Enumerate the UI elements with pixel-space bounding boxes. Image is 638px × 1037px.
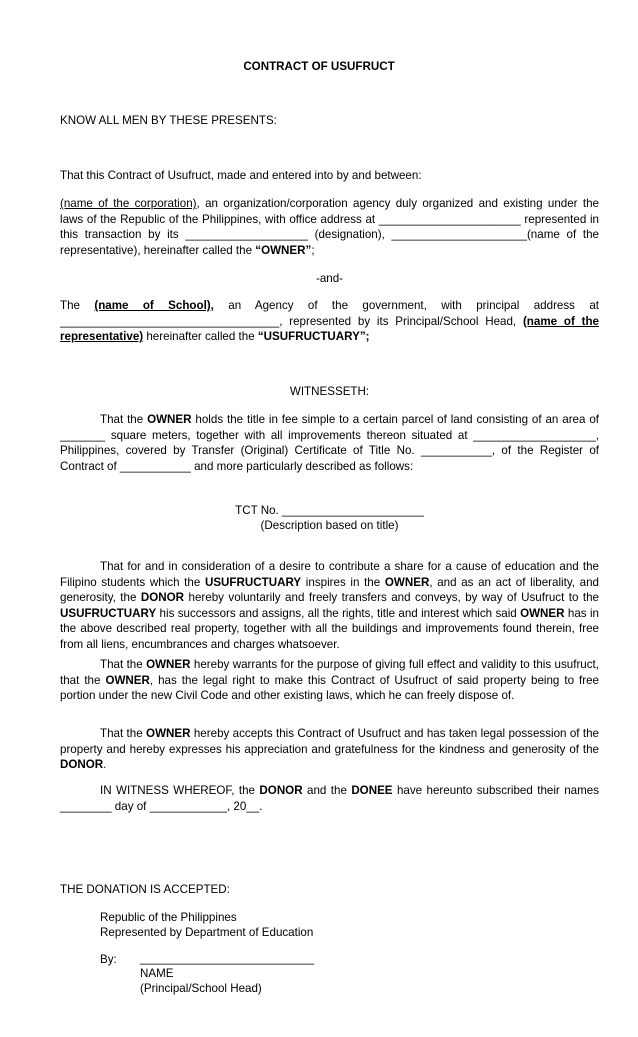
signature-line: ___________________________ [140, 952, 315, 965]
and-separator: -and- [315, 272, 344, 285]
para5-text3: have hereunto subscribed their names ________ day of ____________, 20__. [60, 784, 599, 813]
para3-owner: OWNER [146, 658, 191, 671]
usufructuary-pre: The [60, 299, 95, 312]
para2-text5: his successors and assigns, all the rights, title and interest which said [156, 606, 521, 620]
para4-text3: . [103, 758, 107, 772]
usufructuary-party-text2: hereinafter called the [143, 330, 258, 344]
usufructuary-party-text: an Agency of the government, with principal address at __________________________________, represented by its Principal/School Head, [60, 299, 600, 328]
para4-donor: DONOR [60, 758, 104, 772]
para2-text2: inspires in the [301, 575, 385, 589]
para2-donor: DONOR [140, 591, 185, 605]
para3-owner2: OWNER [105, 673, 150, 687]
para5-donor: DONOR [259, 784, 303, 797]
para4-text2: hereby accepts this Contract of Usufruct and has taken legal possession of the property and hereby expresses his appreciation and gratefulness for the kindness and generosity of the [60, 727, 599, 756]
para2-text6: has in the above described real property, together with all the buildings and improvements found therein, free from all liens, encumbrances and charges whatsoever. [60, 606, 599, 651]
owner-label: “OWNER” [255, 243, 312, 257]
owner-party-end: ; [311, 243, 315, 257]
donation-accepted-heading: THE DONATION IS ACCEPTED: [60, 883, 230, 896]
witness-whereof-paragraph [60, 783, 599, 814]
para5-donee: DONEE [351, 784, 393, 797]
document-title: CONTRACT OF USUFRUCT [243, 60, 395, 73]
tct-description-line: (Description based on title) [260, 519, 399, 532]
para2-owner2: OWNER [520, 606, 565, 620]
para1-text: That the [100, 413, 148, 426]
owner-party-paragraph [60, 196, 599, 258]
witnesseth-heading: WITNESSETH: [289, 385, 370, 398]
para1-owner: OWNER [147, 413, 192, 426]
intro-paragraph: That this Contract of Usufruct, made and entered into by and between: [60, 169, 422, 182]
school-name-placeholder: (name of School), [94, 299, 214, 312]
preamble: KNOW ALL MEN BY THESE PRESENTS: [60, 114, 277, 127]
para2-usufructuary2: USUFRUCTUARY [60, 606, 157, 620]
para3-text1: That the [100, 658, 147, 671]
usufructuary-label: “USUFRUCTUARY”; [257, 330, 370, 344]
para5-text2: and the [302, 784, 352, 797]
republic-line: Republic of the Philippines [100, 911, 237, 924]
by-label: By: [100, 953, 117, 966]
para4-text1: That the [100, 727, 147, 740]
para2-usufructuary: USUFRUCTUARY [204, 575, 302, 589]
owner-party-text: , an organization/corporation agency duly organized and existing under the laws of the Republic of the Philippines, with office address at ______________________ represented in this transaction by its ___________________ (designation), _____________________(name of the representative), hereinafter called the [60, 197, 599, 257]
signatory-position-label: (Principal/School Head) [140, 982, 262, 995]
para1-text2: holds the title in fee simple to a certain parcel of land consisting of an area of _______ square meters, together with all improvements thereon situated at ___________________, Philippines, covered by Transfer (Original) Certificate of Title No. ___________, of the Register of Contract of ___________ and more particularly described as follows: [60, 413, 599, 473]
warranty-paragraph [60, 657, 599, 704]
para2-owner: OWNER [384, 575, 430, 589]
para5-text1: IN WITNESS WHEREOF, the [100, 784, 260, 797]
representative-name-placeholder: (name of the representative) [60, 314, 599, 344]
tct-number-line: TCT No. ______________________ [235, 504, 424, 517]
para2-text3: , and as an act of liberality, and generosity, the [60, 575, 600, 605]
para4-owner: OWNER [146, 727, 191, 740]
land-description-paragraph [60, 412, 599, 474]
consideration-paragraph [60, 559, 599, 653]
represented-line: Represented by Department of Education [100, 926, 314, 939]
para3-text3: , has the legal right to make this Contract of Usufruct of said property being to free portion under the new Civil Code and other existing laws, which he can freely dispose of. [60, 673, 599, 703]
acceptance-paragraph [60, 726, 599, 773]
signatory-name-label: NAME [140, 967, 174, 980]
para2-text1: That for and in consideration of a desire to contribute a share for a cause of education and the Filipino students which the [60, 560, 599, 589]
para3-text2: hereby warrants for the purpose of giving full effect and validity to this usufruct, that the [60, 658, 599, 687]
usufructuary-party-paragraph [60, 298, 599, 345]
para2-text4: hereby voluntarily and freely transfers and conveys, by way of Usufruct to the [184, 591, 599, 605]
corporation-name-placeholder: (name of the corporation) [60, 197, 197, 210]
